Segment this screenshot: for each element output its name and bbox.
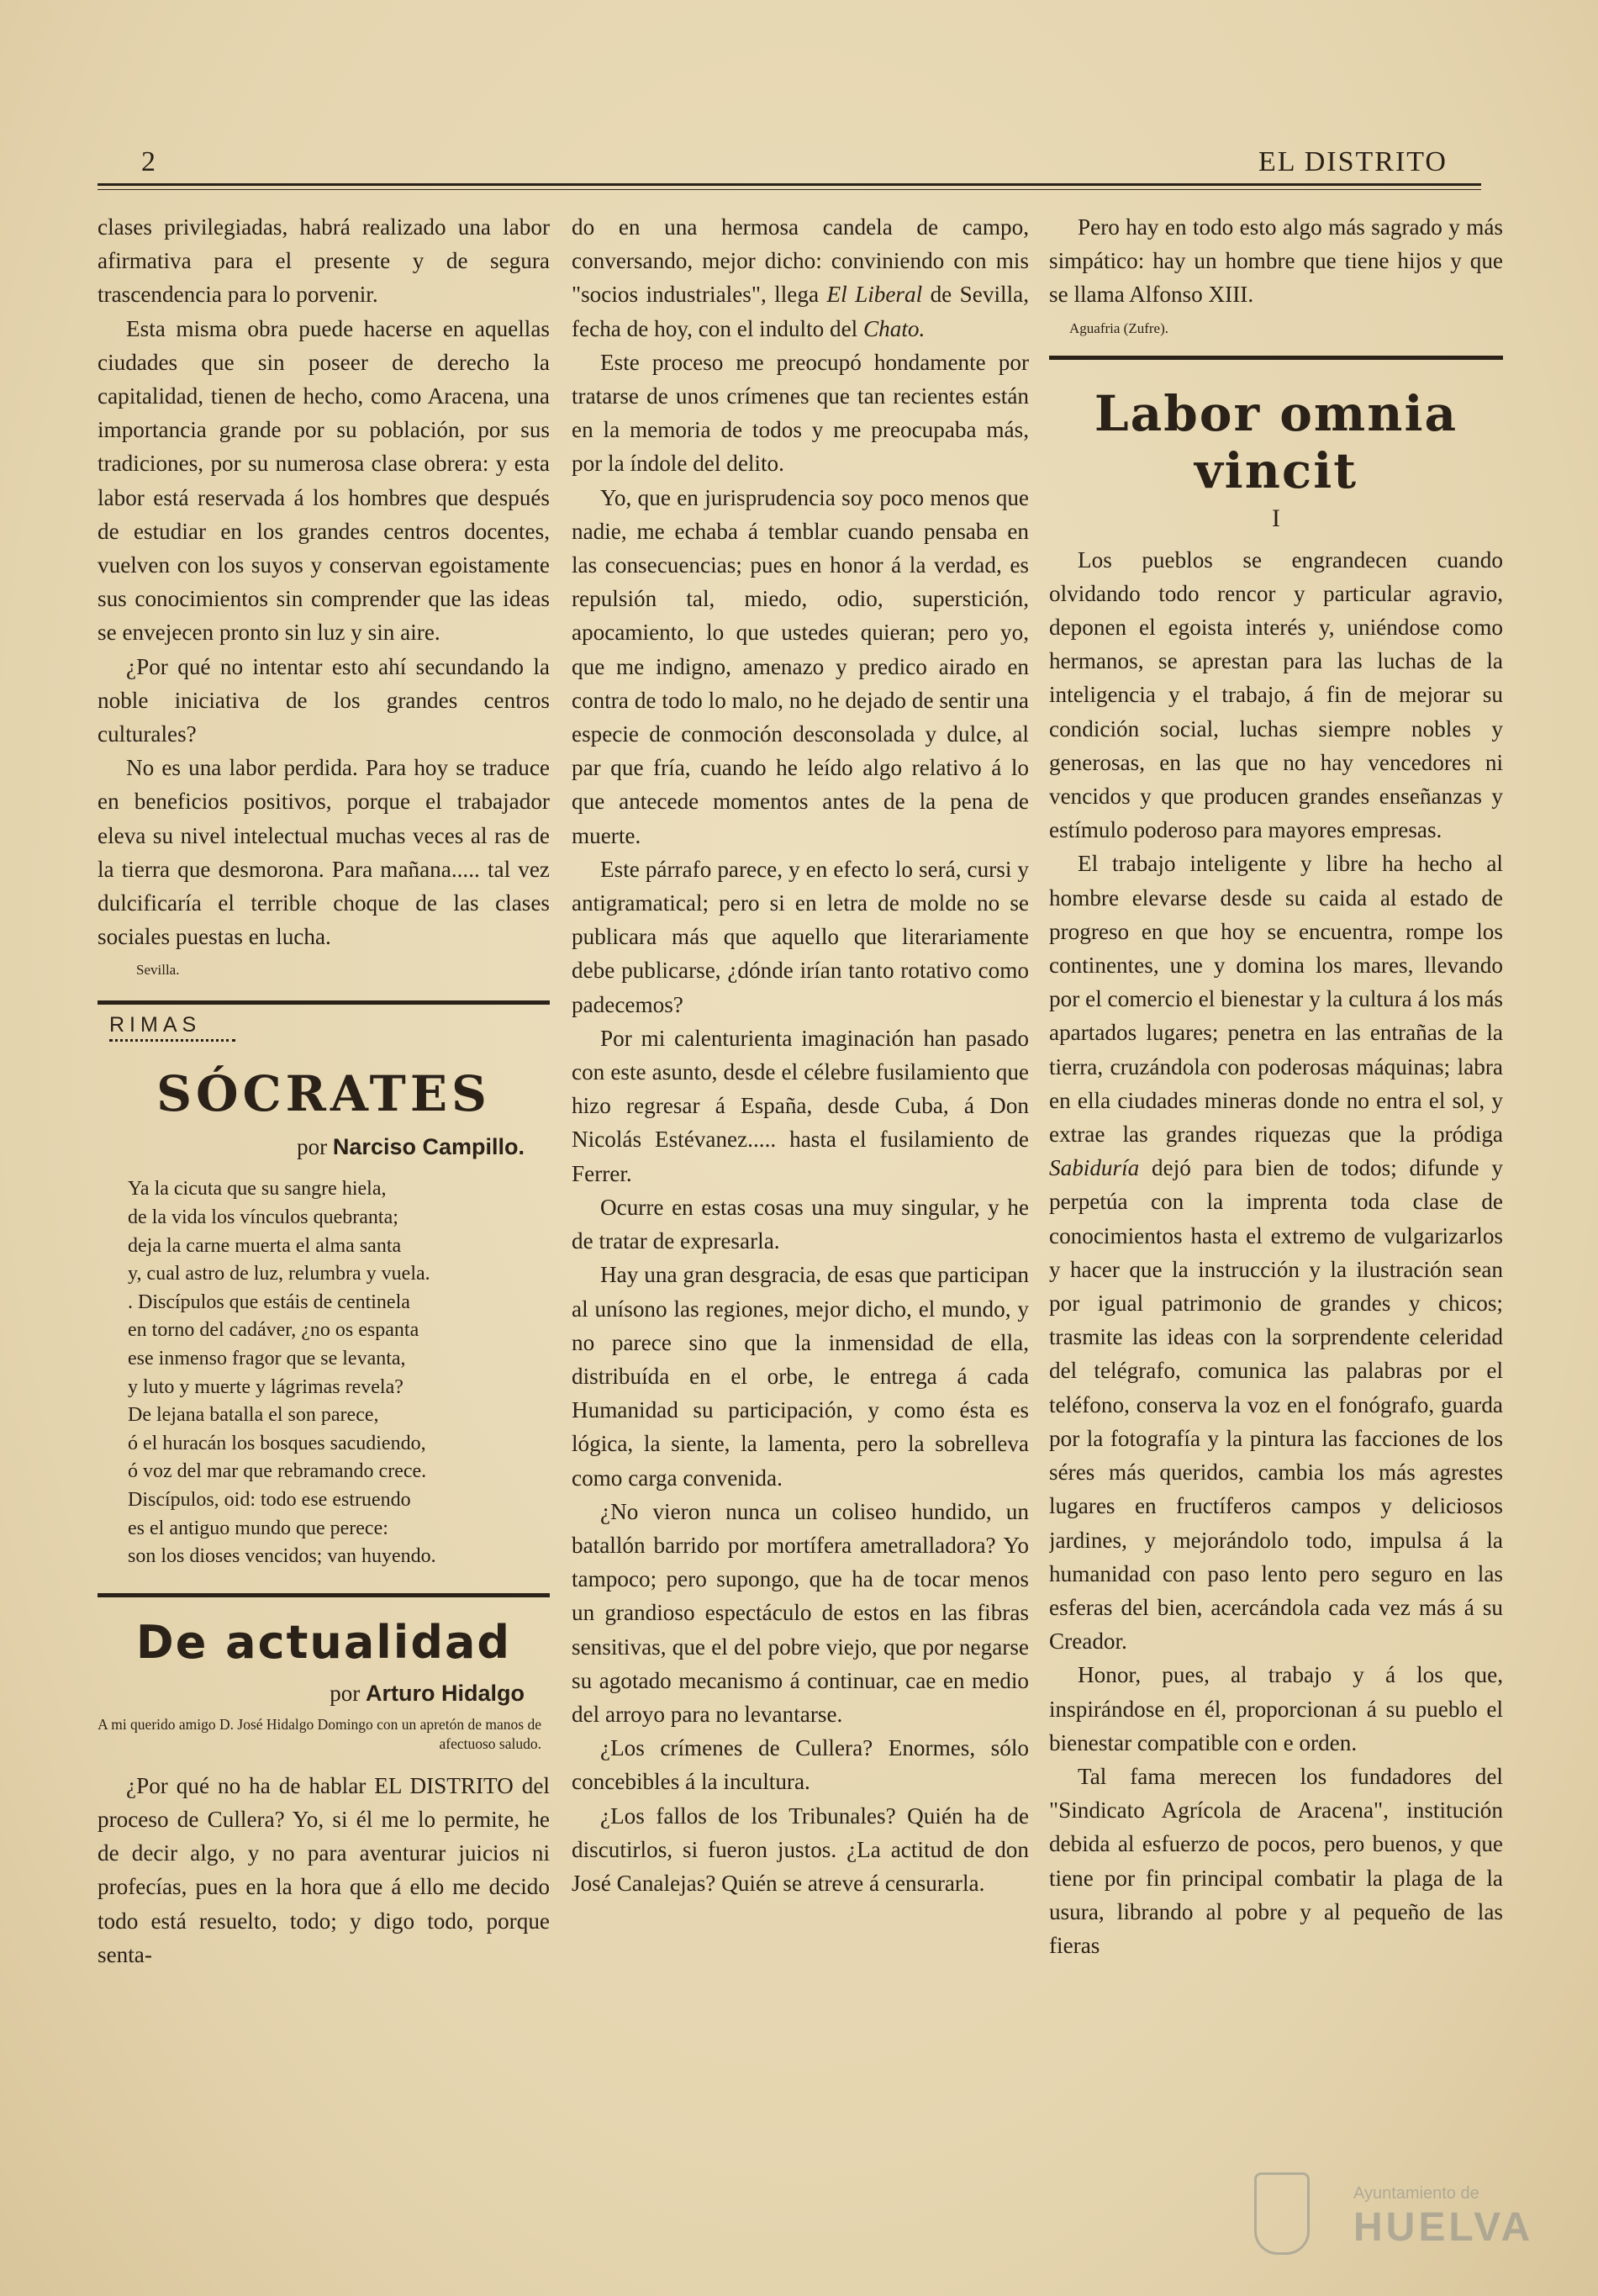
paragraph bbox=[572, 210, 1029, 346]
article-title: De actualidad bbox=[135, 1615, 512, 1669]
column-2 bbox=[572, 210, 1029, 2161]
paragraph: Este párrafo parece, y en efecto lo será, cursi y antigramatical; pero si en letra de molde no se publicara más que aquello que literariamente debe publicarse, ¿dónde irían tanto rotativo como padecemos? bbox=[572, 856, 1029, 1017]
section-label-rimas: RIMAS bbox=[109, 1013, 202, 1037]
header-rule bbox=[98, 183, 1481, 186]
text-run: de Sevilla, fecha de hoy, con el indulto del bbox=[572, 282, 1029, 341]
paragraph: Hay una gran desgracia, de esas que participan al unísono las regiones, mejor dicho, el mundo, y no parece sino que la inmensidad de ella, distribuída en el orbe, le entrega á cada Humanidad su participación, y como ésta es lógica, la siente, la lamenta, pero la sobrelleva como carga convenida. bbox=[572, 1262, 1029, 1491]
poem-author: Narciso Campillo. bbox=[332, 1134, 525, 1160]
poem-line: Ya la cicuta que su sangre hiela, bbox=[128, 1178, 387, 1201]
newspaper-title: EL DISTRITO bbox=[1258, 146, 1448, 177]
paragraph: ¿No vieron nunca un coliseo hundido, un batallón barrido por mortífera ametralladora? Yo tampoco; pero supongo, que ha de tocar menos un grandioso espectáculo de estos en las fibras sensitivas, que el del pobre viejo, que por negarse su agotado mecanismo á continuar, cae en medio del arroyo para no levantarse. bbox=[572, 1498, 1029, 1727]
poem-line: deja la carne muerta el alma santa bbox=[128, 1234, 402, 1257]
poem-line: es el antiguo mundo que perece: bbox=[128, 1517, 388, 1539]
article-signature: Aguafria (Zufre). bbox=[1069, 319, 1168, 336]
section-divider bbox=[98, 1000, 550, 1005]
paragraph: No es una labor perdida. Para hoy se traduce en beneficios positivos, porque el trabajador eleva su nivel intelectual muchas veces al ras de la tierra que desmorona. Para mañana..... tal vez dulcificaría el terrible choque de las clases sociales puestas en lucha. bbox=[98, 755, 550, 950]
dotted-underline bbox=[109, 1039, 235, 1042]
paragraph: ¿Por qué no ha de hablar EL DISTRITO del proceso de Cullera? Yo, si él me lo permite, he de decir algo, y no para aventurar juicios ni profecías, pues en la hora que á ello me decido todo está resuelto, todo; y digo todo, porque senta- bbox=[98, 1772, 550, 1967]
newspaper-name: El Liberal bbox=[826, 282, 923, 308]
section-numeral: I bbox=[1272, 504, 1280, 532]
column-3 bbox=[1049, 210, 1503, 2161]
paragraph bbox=[1049, 847, 1503, 1658]
page-number: 2 bbox=[141, 146, 156, 177]
archive-watermark bbox=[1254, 2172, 1540, 2256]
paragraph: Tal fama merecen los fundadores del "Sindicato Agrícola de Aracena", institución debida al esfuerzo de pocos, pero buenos, y que tiene por fin principal combatir la plaga de la usura, librando al pobre y al pequeño de las fieras bbox=[1049, 1763, 1503, 1958]
column-1 bbox=[98, 210, 550, 2161]
text-run: do en una hermosa candela de campo, conversando, mejor dicho: conviniendo con mis "socios industriales", llega bbox=[572, 214, 1029, 308]
paragraph: Yo, que en jurisprudencia soy poco menos que nadie, me echaba á temblar cuando pensaba en las consecuencias; pues en honor á la verdad, es repulsión tal, miedo, odio, superstición, apocamiento, lo que ustedes quieran; pero yo, que me indigno, amenazo y predico airado en contra de todo lo malo, no he dejado de sentir una especie de conmoción desconsolada y dulce, al par que fría, cuando he leído algo relativo á lo que antecede momentos antes de la pena de muerte. bbox=[572, 484, 1029, 848]
poem-line: ó voz del mar que rebramando crece. bbox=[128, 1460, 427, 1483]
byline-prefix: por bbox=[330, 1680, 361, 1706]
paragraph: Este proceso me preocupó hondamente por tratarse de unos crímenes que tan recientes están en la memoria de todos y me preocupaba más, por la índole del delito. bbox=[572, 349, 1029, 477]
text-run: El trabajo inteligente y libre ha hecho al hombre elevarse desde su caida al estado de progreso en que hoy se encuentra, rompe los continentes, une y domina los mares, llevando por el comercio el bienestar y la cultura á los más apartados lugares; penetra en las entrañas de la tierra, cruzándola con poderosas máquinas; labra en ella ciudades mineras donde no entra el sol, y extrae las grandes riquezas que la pródiga bbox=[1049, 851, 1503, 1148]
poem-title: SÓCRATES bbox=[156, 1065, 491, 1123]
emphasis: Sabiduría bbox=[1049, 1155, 1140, 1181]
article-byline bbox=[98, 1681, 525, 1707]
poem-line: y, cual astro de luz, relumbra y vuela. bbox=[128, 1263, 430, 1285]
poem-line: ese inmenso fragor que se levanta, bbox=[128, 1348, 406, 1370]
section-divider bbox=[1049, 356, 1503, 360]
byline-prefix: por bbox=[297, 1134, 328, 1160]
section-divider bbox=[98, 1593, 550, 1597]
shield-icon bbox=[1254, 2172, 1310, 2255]
article-author: Arturo Hidalgo bbox=[366, 1680, 525, 1706]
page-header bbox=[98, 143, 1481, 187]
paragraph: Esta misma obra puede hacerse en aquellas ciudades que sin poseer de derecho la capitalidad, tienen de hecho, como Aracena, una importancia grande por su población, por sus tradiciones, por su numerosa clase obrera: y esta labor está reservada á los hombres que después de estudiar en los grandes centros docentes, vuelven con los suyos y conservan egoistamente sus conocimientos sin comprender que las ideas se envejecen pronto sin luz y sin aire. bbox=[98, 315, 550, 646]
paragraph: Pero hay en todo esto algo más sagrado y más simpático: hay un hombre que tiene hijos y que se llama Alfonso XIII. bbox=[1049, 214, 1503, 308]
paragraph: ¿Los fallos de los Tribunales? Quién ha de discutirlos, si fueron justos. ¿La actitud de don José Canalejas? Quién se atreve á censurarla. bbox=[572, 1802, 1029, 1896]
header-rule-thin bbox=[98, 189, 1481, 190]
watermark-name: HUELVA bbox=[1353, 2205, 1534, 2250]
paragraph: clases privilegiadas, habrá realizado una labor afirmativa para el presente y de segura trascendencia para lo porvenir. bbox=[98, 214, 550, 308]
article-title: Labor omnia vincit bbox=[1094, 384, 1458, 499]
nickname: Chato. bbox=[863, 315, 926, 341]
poem-line: . Discípulos que estáis de centinela bbox=[128, 1291, 410, 1313]
poem-byline bbox=[98, 1134, 525, 1160]
paragraph: Honor, pues, al trabajo y á los que, inspirándose en él, proporcionan á su pueblo el bienestar compatible con e orden. bbox=[1049, 1662, 1503, 1755]
paragraph: Los pueblos se engrandecen cuando olvidando todo rencor y particular agravio, deponen el egoista interés y, uniéndose como hermanos, se aprestan para las luchas de la inteligencia y el trabajo, á fin de mejorar su condición social, luchas siempre nobles y generosas, en las que no hay vencedores ni vencidos y que producen grandes enseñanzas y estímulo poderoso para mayores empresas. bbox=[1049, 546, 1503, 843]
poem-line: de la vida los vínculos quebranta; bbox=[128, 1206, 398, 1229]
poem-line: Discípulos, oid: todo ese estruendo bbox=[128, 1489, 411, 1511]
paragraph: Ocurre en estas cosas una muy singular, y he de tratar de expresarla. bbox=[572, 1194, 1029, 1254]
text-run: dejó para bien de todos; difunde y perpetúa con la imprenta toda clase de conocimientos hasta el extremo de vulgarizarlos y hacer que la instrucción y la ilustración sean por igual patrimonio de grandes y chicos; trasmite las ideas con la sorprendente celeridad del telégrafo, comunica las palabras por el teléfono, conserva la voz en el fonógrafo, guarda por la fotografía y la pintura las facciones de los séres más queridos, cambia los más agrestes lugares en fructíferos campos y deliciosos jardines, y mejorándolo todo, impulsa á la humanidad con paso lento pero seguro en las esferas del bien, acercándola cada vez más á su Creador. bbox=[1049, 1155, 1503, 1655]
poem-line: son los dioses vencidos; van huyendo. bbox=[128, 1545, 436, 1568]
poem-line: en torno del cadáver, ¿no os espanta bbox=[128, 1319, 419, 1342]
poem-line: y luto y muerte y lágrimas revela? bbox=[128, 1375, 403, 1398]
poem-line: De lejana batalla el son parece, bbox=[128, 1404, 379, 1427]
watermark-subtitle: Ayuntamiento de bbox=[1353, 2184, 1479, 2203]
poem-line: ó el huracán los bosques sacudiendo, bbox=[128, 1432, 426, 1454]
paragraph: ¿Los crímenes de Cullera? Enormes, sólo concebibles á la incultura. bbox=[572, 1735, 1029, 1795]
paragraph: ¿Por qué no intentar esto ahí secundando la noble iniciativa de los grandes centros culturales? bbox=[98, 653, 550, 747]
paragraph: Por mi calenturienta imaginación han pasado con este asunto, desde el célebre fusilamiento que hizo regresar á España, desde Cuba, á Don Nicolás Estévanez..... hasta el fusilamiento de Ferrer. bbox=[572, 1025, 1029, 1186]
dedication: A mi querido amigo D. José Hidalgo Domingo con un apretón de manos de afectuoso saludo. bbox=[98, 1715, 541, 1752]
article-signature: Sevilla. bbox=[136, 962, 180, 979]
poem-body bbox=[128, 1175, 550, 1570]
